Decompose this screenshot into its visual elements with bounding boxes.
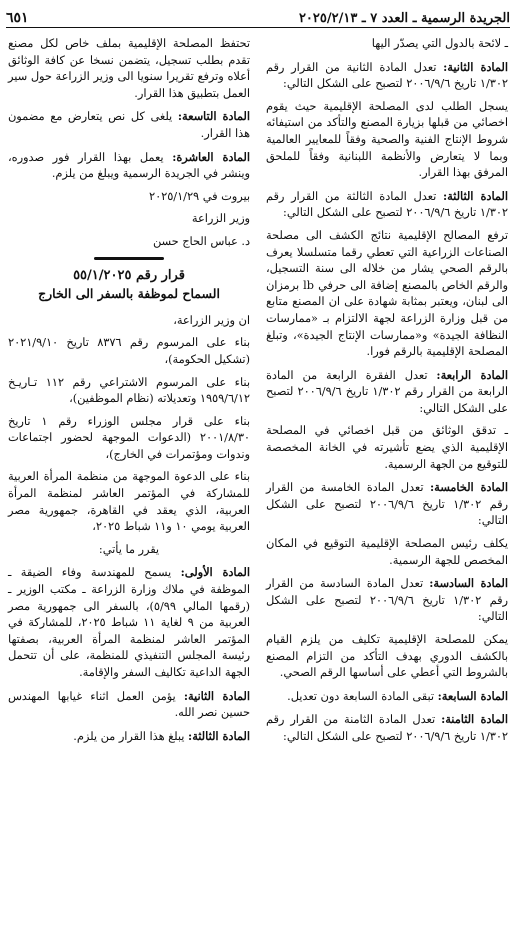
article-text: يؤمن العمل اثناء غيابها المهندس حسين نصر الله. <box>8 689 250 720</box>
preamble-line: بناء على الدعوة الموجهة من منظمة المرأة العربية للمشاركة في المؤتمر العاشر لمنظمة المرأة العربية، الذي يعقد في القاهرة، جمهورية مصر العربية يومي ١٠ و١١ شباط ٢٠٢٥، <box>8 470 250 534</box>
right-column <box>266 36 508 752</box>
article-text: تعدل المادة السادسة من القرار رقم ١/٣٠٢ تاريخ ٢٠٠٦/٩/٦ لتصبح على الشكل التالي: <box>266 577 508 624</box>
paragraph: يسجل الطلب لدى المصلحة الإقليمية حيث يقوم اخصائي من قبلها بزيارة المصنع والتأكد من استيفائه شروط الإنتاج الفنية والصحية وفقاً للمعايير العالمية وبما لا يتعارض والأنظمة اللبنانية وفقاً للملحق المرفق بهذا القرار. <box>266 99 508 180</box>
signature-name: د. عباس الحاج حسن <box>152 234 250 248</box>
preamble-line: بناء على قرار مجلس الوزراء رقم ١ تاريخ ٢٠٠١/٨/٣٠ (الدعوات الموجهة لحضور اجتماعات وندوات ومؤتمرات في الخارج)، <box>8 414 250 461</box>
article-text: يسمح للمهندسة وفاء الضيقة ـ الموظفة في ملاك وزارة الزراعة ـ مكتب الوزير ـ (رقمها المالي ٥/٩٩)، بالسفر الى جمهورية مصر العربية من ٩ لغاية ١١ شباط ٢٠٢٥، للمشاركة في المؤتمر العاشر لمنظمة المرأة العربية، بصفتها رئيسة المجلس التنفيذي للمنظمة، على أن تتحمل الجهة الداعية تكاليف السفر والإقامة. <box>8 566 251 679</box>
signature-place-date: بيروت في ٢٠٢٥/١/٢٩ <box>149 189 250 203</box>
article-label: المادة الثانية: <box>443 59 508 74</box>
article-label: المادة الثالثة: <box>188 728 250 743</box>
paragraph: ـ تدقق الوثائق من قبل اخصائي في المصلحة الإقليمية الذي يضع تأشيرته في الخانة المخصصة للتوقيع من الجهة الرسمية. <box>266 424 508 471</box>
article-label: المادة السادسة: <box>429 576 508 591</box>
preamble-line: بناء على المرسوم الاشتراعي رقم ١١٢ تـاريـخ ١٩٥٩/٦/١٢ وتعديلاته (نظام الموظفين)، <box>8 375 250 406</box>
preamble-line: بناء على المرسوم رقم ٨٣٧٦ تاريخ ٢٠٢١/٩/١٠ (تشكيل الحكومة)، <box>8 336 250 366</box>
article-text: يعمل بهذا القرار فور صدوره، وينشر في الجريدة الرسمية ويبلغ من يلزم. <box>8 150 250 181</box>
article-paragraph <box>266 711 508 745</box>
article-label: المادة الثالثة: <box>442 188 508 203</box>
resolves-line: يقرر ما يأتي: <box>98 542 160 556</box>
article-label: المادة الرابعة: <box>436 367 508 382</box>
paragraph: يمكن للمصلحة الإقليمية تكليف من يلزم القيام بالكشف الدوري بهدف التأكد من التزام المصنع بالشروط التي أعطي على أساسها الرقم الصحي. <box>266 633 508 680</box>
decision-subtitle: السماح لموظفة بالسفر الى الخارج <box>38 286 220 302</box>
journal-issue-title: الجريدة الرسمية ـ العدد ٧ ـ ٢٠٢٥/٢/١٣ <box>298 11 510 26</box>
article-text: يلغى كل نص يتعارض مع مضمون هذا القرار. <box>8 110 250 140</box>
article-label: المادة السابعة: <box>437 688 508 703</box>
paragraph: ترفع المصالح الإقليمية نتائج الكشف الى مصلحة الصناعات الزراعية التي تعطي رقما متسلسلا يعرف بالرقم الصحي يشار من خلاله الى سنة التسجيل، والرقم الخاص بالمصنع إضافة الى حرفي lb برمزان الى لبنان، ويعتبر بمثابة شهادة على ان المصنع متابع من قبل وزارة الزراعة لجهة الالتزام بـ «ممارسات النظافة الجيدة» و«ممارسات الإنتاج الجيدة»، وتبلغ المصلحة الإقليمية بالرقم فورا. <box>266 228 508 359</box>
page-header <box>6 4 510 26</box>
article-label: المادة الثامنة: <box>441 712 508 727</box>
article-label: المادة الخامسة: <box>429 480 508 495</box>
article-text: يبلغ هذا القرار من يلزم. <box>73 729 189 743</box>
page-number: ٦٥١ <box>6 10 29 26</box>
signature-title: وزير الزراعة <box>191 212 250 226</box>
article-text: تعدل المادة الثالثة من القرار رقم ١/٣٠٢ تاريخ ٢٠٠٦/٩/٦ لتصبح على الشكل التالي: <box>266 189 508 220</box>
article-label: المادة الثانية: <box>183 688 250 703</box>
article-text: تعدل المادة الخامسة من القرار رقم ١/٣٠٢ تاريخ ٢٠٠٦/٩/٦ لتصبح على الشكل التالي: <box>266 481 508 528</box>
article-text: تعدل المادة الثانية من القرار رقم ١/٣٠٢ تاريخ ٢٠٠٦/٩/٦ لتصبح على الشكل التالي: <box>266 60 508 91</box>
article-paragraph <box>266 188 508 222</box>
article-paragraph <box>8 108 250 142</box>
article-paragraph <box>8 564 250 681</box>
paragraph: تحتفظ المصلحة الإقليمية بملف خاص لكل مصنع تقدم بطلب تسجيل، يتضمن نسخا عن كافة الوثائق أعلاه وترفع تقريرا سنويا الى وزير الزراعة حول سير العمل بتطبيق هذا القرار. <box>8 37 250 100</box>
paragraph: ـ لائحة بالدول التي يصدّر اليها <box>371 37 508 50</box>
article-text: تعدل المادة الثامنة من القرار رقم ١/٣٠٢ تاريخ ٢٠٠٦/٩/٦ لتصبح على الشكل التالي: <box>266 713 508 743</box>
left-column <box>8 36 250 751</box>
article-paragraph <box>266 479 508 530</box>
article-label: المادة التاسعة: <box>177 109 250 124</box>
article-paragraph <box>266 367 508 418</box>
article-label: المادة العاشرة: <box>172 149 250 164</box>
article-paragraph <box>8 728 250 746</box>
article-label: المادة الأولى: <box>180 565 250 580</box>
article-text: تعدل الفقرة الرابعة من المادة الرابعة من القرار رقم ١/٣٠٢ تاريخ ٢٠٠٦/٩/٦ لتصبح على الشكل التالي: <box>266 368 508 415</box>
preamble-line: ان وزير الزراعة، <box>173 313 250 327</box>
article-paragraph <box>266 575 508 626</box>
article-paragraph <box>266 688 508 706</box>
decision-title: قرار رقم ٥٥/١/٢٠٢٥ <box>73 267 185 283</box>
section-divider <box>94 257 164 260</box>
header-rule <box>6 27 510 28</box>
article-text: تبقى المادة السابعة دون تعديل. <box>287 689 438 703</box>
article-paragraph <box>8 149 250 183</box>
paragraph: يكلف رئيس المصلحة الإقليمية التوقيع في المكان المخصص للجهة الرسمية. <box>266 537 508 567</box>
article-paragraph <box>266 59 508 93</box>
article-paragraph <box>8 688 250 722</box>
